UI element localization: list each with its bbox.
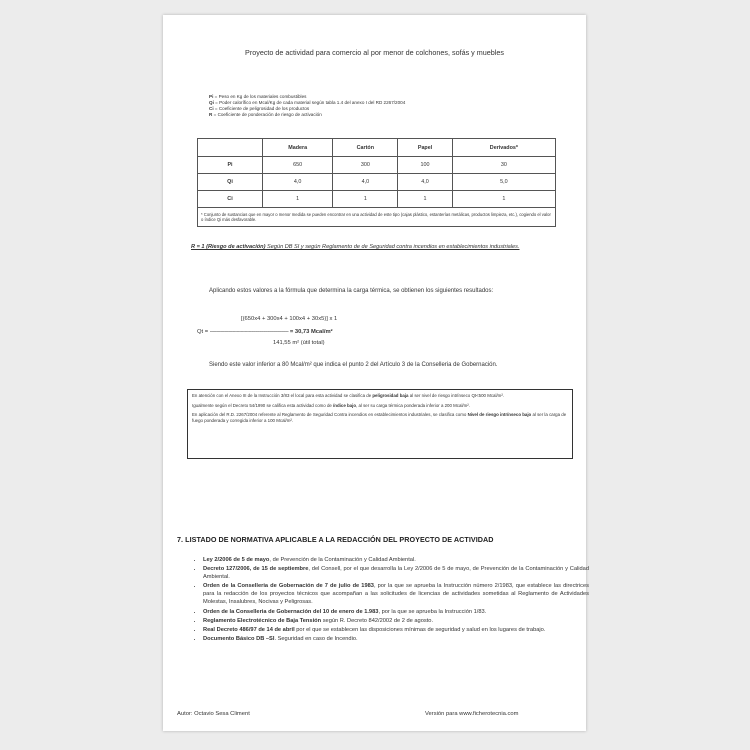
table-cell: 300: [333, 157, 398, 174]
list-item: • Orden de la Conselleria de Gobernación de 7 de julio de 1983, por la que se aprueba la Instrucción número 2/1983, que establece las directrices para la redacción de los proyectos técnicos que acompañan a las solicitudes de licencias de actividades sometidas al Reglamento de Actividades Molestas, Insalubres, Nocivas y Peligrosas.: [203, 582, 589, 606]
list-item: • Decreto 127/2006, de 15 de septiembre, del Consell, por el que desarrolla la Ley 2/2006 de 5 de mayo, de Prevención de la Contaminación y Calidad Ambiental.: [203, 565, 589, 581]
page-header: Proyecto de actividad para comercio al por menor de colchones, sofás y muebles: [245, 48, 504, 57]
table-row: [198, 157, 556, 174]
fire-load-table: [197, 138, 556, 227]
table-cell: 5,0: [452, 174, 555, 191]
regulations-list: [185, 556, 589, 644]
table-header-cell: Papel: [398, 139, 452, 157]
table-header-cell: Derivados*: [452, 139, 555, 157]
document-page: [163, 15, 589, 731]
table-row-label: Qi: [198, 174, 263, 191]
classification-paragraph: En aplicación del R.D. 2267/2004 referente al Reglamento de Seguridad Contra incendios en establecimientos industriales, se clasifica como Nivel de riesgo intrínseco bajo al ser la carga de fuego ponderada y corregida inferior a 100 Mcal/m².: [192, 412, 567, 423]
formula-dashes: -----------------------------------------------------------: [209, 329, 289, 335]
formula-lhs: Qt =: [197, 329, 210, 335]
table-header-row: [198, 139, 556, 157]
formula-result: = 30,73 Mcal/m²: [288, 329, 333, 335]
formula-numerator: [(650x4 + 300x4 + 100x4 + 30x5)] x 1: [241, 316, 338, 322]
definitions-list: [209, 94, 405, 118]
table-cell: 1: [452, 191, 555, 208]
definition-item: R = Coeficiente de ponderación de riesgo de activación: [209, 112, 322, 118]
formula-line: [197, 329, 333, 335]
table-row: [198, 174, 556, 191]
formula-denominator: 141,55 m² (útil total): [273, 340, 325, 346]
table-cell: 4,0: [333, 174, 398, 191]
list-item: • Ley 2/2006 de 5 de mayo, de Prevención de la Contaminación y Calidad Ambiental.: [203, 556, 589, 564]
classification-box: [187, 389, 573, 459]
table-cell: 100: [398, 157, 452, 174]
paragraph-conclusion: Siendo este valor inferior a 80 Mcal/m² que indica el punto 2 del Artículo 3 de la Conselleria de Gobernación.: [209, 362, 498, 368]
footer-version: Versión para www.ficherotecnia.com: [425, 711, 519, 717]
paragraph-formula-intro: Aplicando estos valores a la fórmula que determina la carga térmica, se obtienen los siguientes resultados:: [209, 288, 494, 294]
table-cell: 650: [263, 157, 333, 174]
classification-paragraph: Igualmente según el Decreto 54/1990 se califica esta actividad como de índice bajo, al ser su carga térmica ponderada inferior a 200 Mcal/m².: [192, 402, 470, 408]
table-cell: 30: [452, 157, 555, 174]
table-header-cell: Madera: [263, 139, 333, 157]
table-header-cell: Cartón: [333, 139, 398, 157]
table-header-cell: [198, 139, 263, 157]
list-item: • Reglamento Electrotécnico de Baja Tensión según R. Decreto 842/2002 de 2 de agosto.: [203, 617, 589, 625]
table-cell: 1: [333, 191, 398, 208]
section-title: 7. LISTADO DE NORMATIVA APLICABLE A LA REDACCIÓN DEL PROYECTO DE ACTIVIDAD: [177, 535, 494, 544]
table-row-label: Pi: [198, 157, 263, 174]
table-cell: 1: [263, 191, 333, 208]
definition-item: Ci = Coeficiente de peligrosidad de los productos: [209, 106, 310, 112]
definition-item: Pi = Peso en Kg de los materiales combustibles: [209, 94, 307, 99]
table-note-row: [198, 208, 556, 227]
footer-author: Autor: Octavio Sesa Climent: [177, 711, 250, 717]
table-row: [198, 191, 556, 208]
list-item: • Documento Básico DB –SI. Seguridad en caso de Incendio.: [203, 635, 589, 643]
definition-item: Qi = Poder calorífico en Mcal/Kg de cada material según tabla 1.4 del anexo I del RD 2267/2004: [209, 100, 406, 106]
risk-coefficient: [191, 244, 563, 252]
table-cell: 4,0: [398, 174, 452, 191]
list-item: • Orden de la Conselleria de Gobernación del 10 de enero de 1.983, por la que se aprueba la Instrucción 1/83.: [203, 608, 589, 616]
list-item: • Real Decreto 486/97 de 14 de abril por el que se establecen las disposiciones mínimas de seguridad y salud en los lugares de trabajo.: [203, 626, 589, 634]
risk-description: Según DB SI y según Reglamento de de Seguridad contra incendios en establecimientos industriales.: [265, 244, 520, 250]
table-cell: 1: [398, 191, 452, 208]
table-note: * Conjunto de sustancias que en mayor o menor medida se pueden encontrar en una actividad de este tipo (cajas plástico, estanterías metálicas, productos limpieza, etc.), cogiendo el valor o índice Qi más desfavorable.: [198, 208, 556, 227]
table-cell: 4,0: [263, 174, 333, 191]
risk-label: R = 1 (Riesgo de activación): [191, 244, 266, 250]
classification-paragraph: En atención con el Anexo III de la Instrucción 3/83 el local para esta actividad se clasifica de peligrosidad baja al ser nivel de riesgo intrínseco Qt<500 Mcal/m².: [192, 393, 505, 398]
table-row-label: Ci: [198, 191, 263, 208]
